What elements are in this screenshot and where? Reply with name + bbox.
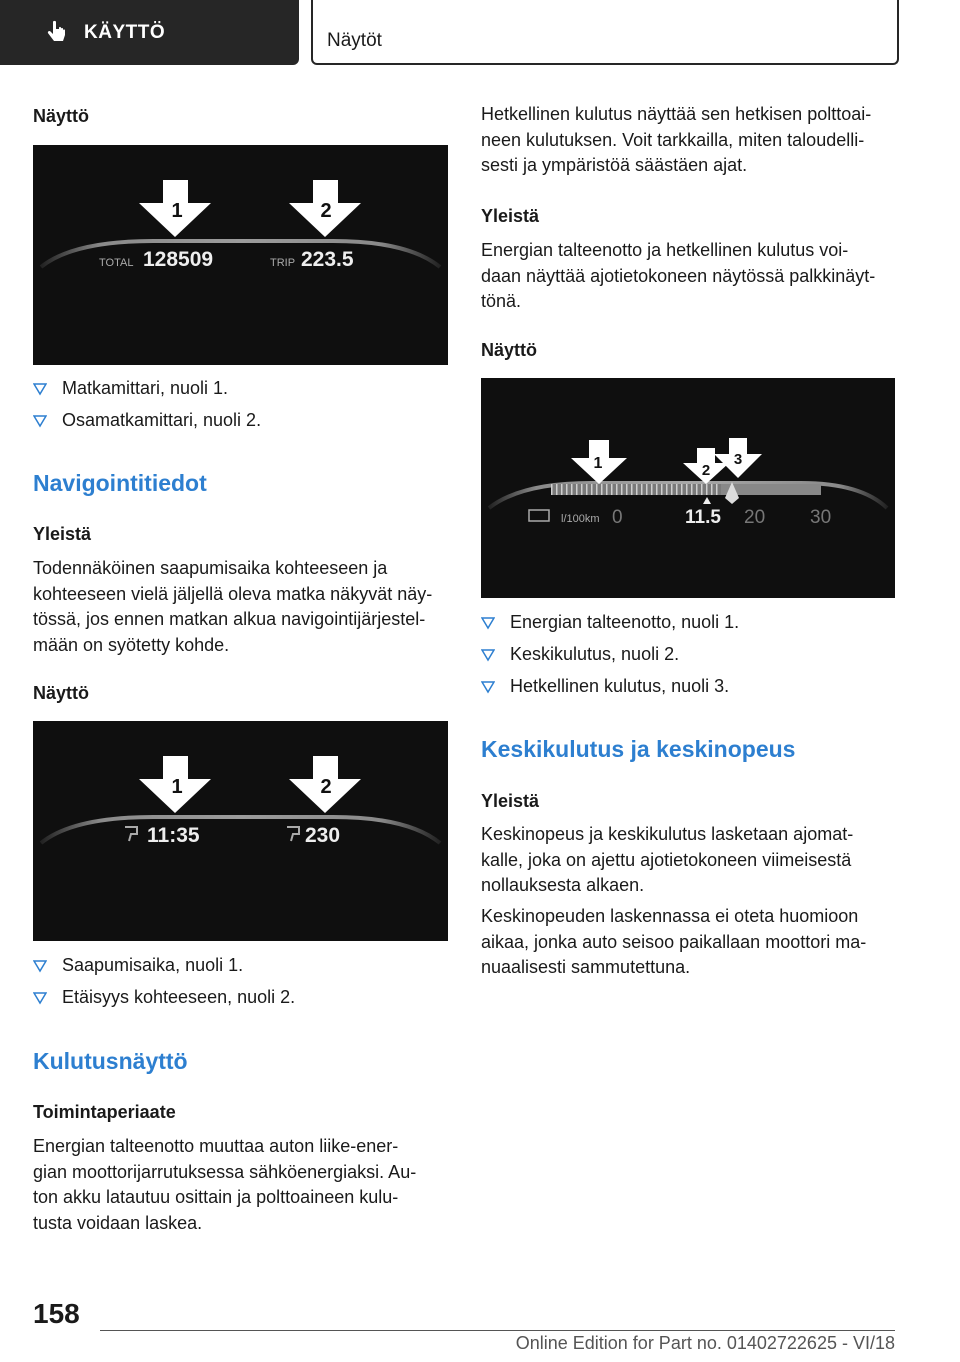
triangle-bullet-icon: [481, 648, 495, 662]
list-item-text: Etäisyys kohteeseen, nuoli 2.: [62, 987, 296, 1007]
footer-divider: [100, 1330, 895, 1331]
total-value: 128509: [143, 248, 214, 271]
scale-30: 30: [810, 507, 832, 528]
paragraph-yleista: Energian talteenotto ja hetkellinen kulutus voi‐ daan näyttää ajotietokoneen näytössä palkkinäyt‐ tönä.: [481, 240, 876, 311]
list-item-text: Osamatkamittari, nuoli 2.: [62, 410, 262, 430]
heading-naytto-3: Näyttö: [481, 340, 538, 360]
arrow-number-2: 2: [320, 776, 332, 798]
list-item-text: Energian talteenotto, nuoli 1.: [510, 612, 740, 632]
list-item-text: Saapumisaika, nuoli 1.: [62, 955, 244, 975]
arrow-number-1: 1: [171, 200, 183, 222]
hand-pointer-icon: [42, 18, 72, 48]
regeneration-bar: [551, 484, 721, 495]
flag-icon: [287, 827, 299, 841]
chapter-box: [311, 0, 899, 65]
list-item: [481, 644, 679, 665]
arrow-number-2: 2: [701, 462, 711, 479]
trip-label: TRIP: [270, 257, 296, 269]
heading-kulutusnaytto: Kulutusnäyttö: [33, 1048, 188, 1074]
battery-icon: [529, 510, 549, 521]
triangle-bullet-icon: [33, 414, 47, 428]
total-label: TOTAL: [99, 257, 134, 269]
odometer-display-image: [33, 145, 448, 365]
list-item: [33, 378, 228, 399]
paragraph-intro: Hetkellinen kulutus näyttää sen hetkisen polttoai‐ neen kulutuksen. Voit tarkkailla, miten taloudelli‐ sesti ja ympäristöä säästäen ajat.: [481, 104, 872, 175]
list-item: [33, 955, 243, 976]
list-item: [481, 676, 729, 697]
navigation-display-image: [33, 721, 448, 941]
heading-toimintaperiaate: Toimintaperiaate: [33, 1102, 176, 1122]
scale-0: 0: [612, 507, 623, 528]
trip-value: 223.5: [301, 248, 354, 271]
unit-label: l/100km: [561, 513, 600, 525]
paragraph-navi: Todennäköinen saapumisaika kohteeseen ja kohteeseen vielä jäljellä oleva matka näkyvät näy‐ tössä, jos ennen matkan alkua navigointijärjestel‐ mään on syötetty kohde.: [33, 558, 433, 655]
heading-naytto-2: Näyttö: [33, 683, 90, 703]
chapter-label: Näytöt: [327, 30, 382, 51]
list-item-text: Matkamittari, nuoli 1.: [62, 378, 229, 398]
heading-yleista-1: Yleistä: [33, 524, 92, 544]
distance-value: 230: [305, 824, 341, 847]
section-tab: [0, 0, 299, 65]
heading-keskikulutus: Keskikulutus ja keskinopeus: [481, 736, 796, 762]
arrow-number-3: 3: [733, 451, 743, 468]
paragraph-keski-2: Keskinopeuden laskennassa ei oteta huomioon aikaa, jonka auto seisoo paikallaan moottori ma‐ nuaalisesti sammutettuna.: [481, 906, 867, 977]
arrow-number-1: 1: [593, 455, 603, 472]
average-marker: [703, 497, 711, 504]
edition-text: Online Edition for Part no. 01402722625 - VI/18: [515, 1333, 895, 1353]
heading-navigointitiedot: Navigointitiedot: [33, 470, 207, 496]
triangle-bullet-icon: [33, 382, 47, 396]
arrival-time-value: 11:35: [147, 824, 200, 847]
paragraph-toiminta: Energian talteenotto muuttaa auton liike-ener‐ gian moottorijarrutuksessa sähköenergiaksi. Au‐ ton akku latautuu osittain ja polttoaineen kulu‐ tusta voidaan laskea.: [33, 1136, 417, 1233]
list-item: [33, 410, 261, 431]
triangle-bullet-icon: [481, 680, 495, 694]
list-item: [481, 612, 739, 633]
heading-yleista-3: Yleistä: [481, 791, 540, 811]
average-value: 11.5: [685, 507, 721, 528]
triangle-bullet-icon: [33, 991, 47, 1005]
arrow-number-2: 2: [320, 200, 332, 222]
arrow-number-1: 1: [171, 776, 183, 798]
list-item: [33, 987, 295, 1008]
heading-yleista-2: Yleistä: [481, 206, 540, 226]
heading-naytto-1: Näyttö: [33, 106, 90, 126]
page-number: 158: [33, 1298, 80, 1329]
scale-20: 20: [744, 507, 766, 528]
paragraph-keski-1: Keskinopeus ja keskikulutus lasketaan ajomat‐ kalle, joka on ajettu ajotietokoneen viimeisestä nollauksesta alkaen.: [481, 824, 854, 895]
flag-icon: [125, 827, 137, 841]
triangle-bullet-icon: [33, 959, 47, 973]
consumption-display-image: [481, 378, 895, 598]
list-item-text: Keskikulutus, nuoli 2.: [510, 644, 680, 664]
list-item-text: Hetkellinen kulutus, nuoli 3.: [510, 676, 730, 696]
triangle-bullet-icon: [481, 616, 495, 630]
section-label: KÄYTTÖ: [84, 21, 166, 43]
